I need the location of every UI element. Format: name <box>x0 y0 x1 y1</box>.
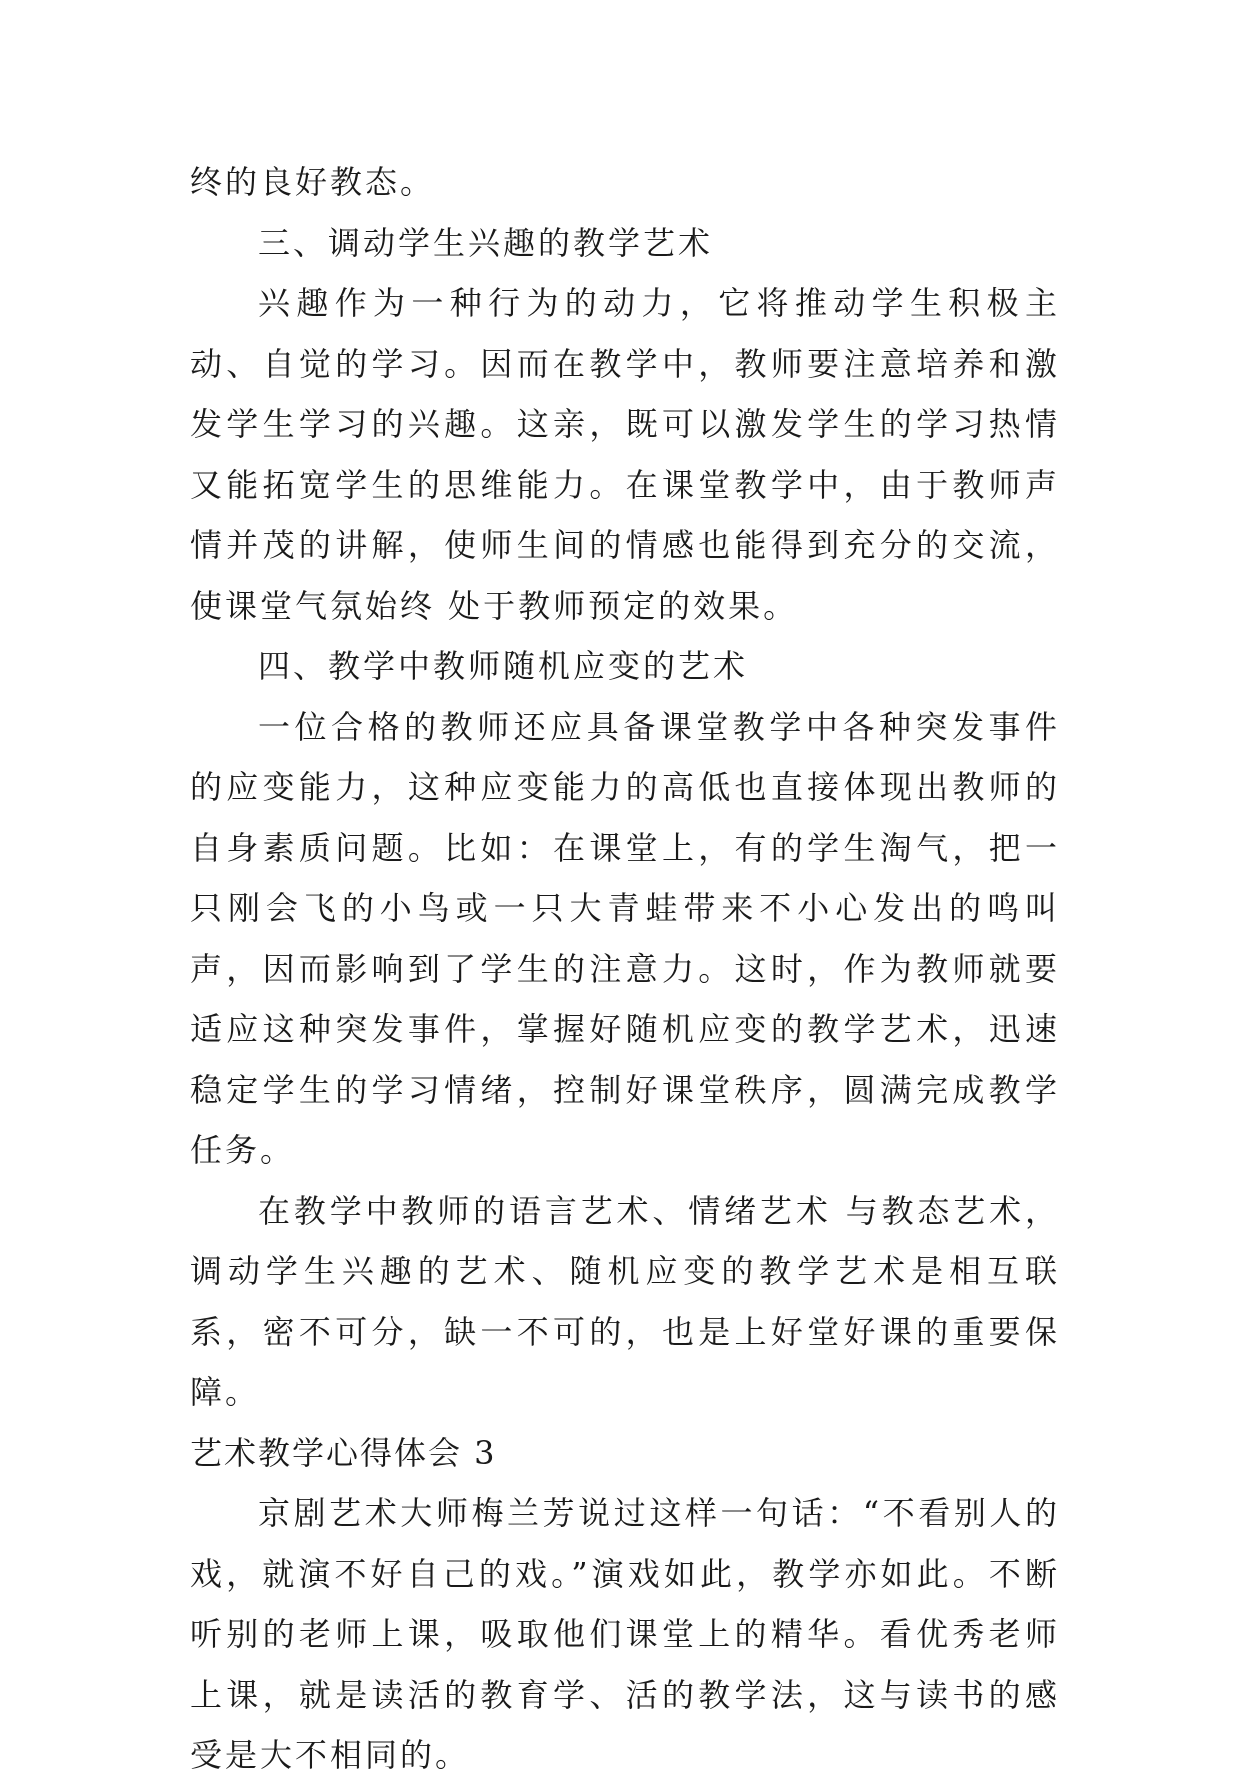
section-heading-four: 四、教学中教师随机应变的艺术 <box>258 647 749 685</box>
paragraph-interest: 兴趣作为一种行为的动力，它将推动学生积极主动、自觉的学习。因而在教学中，教师要注意培养和激发学生学习的兴趣。这亲，既可以激发学生的学习热情又能拓宽学生的思维能力。在课堂教学中，由于教师声情并茂的讲解，使师生间的情感也能得到充分的交流，使课堂气氛始终 处于教师预定的效果。 <box>190 284 1060 625</box>
paragraph-summary: 在教学中教师的语言艺术、情绪艺术 与教态艺术，调动学生兴趣的艺术、随机应变的教学艺术是相互联系，密不可分，缺一不可的，也是上好堂好课的重要保障。 <box>190 1191 1060 1411</box>
section-heading-three: 三、调动学生兴趣的教学艺术 <box>258 223 714 262</box>
paragraph-meilanfang: 京剧艺术大师梅兰芳说过这样一句话：“不看别人的戏，就演不好自己的戏。”演戏如此，教学亦如此。不断听别的老师上课，吸取他们课堂上的精华。看优秀老师上课，就是读活的教育学、活的教学法，这与读书的感受是大不相同的。 <box>190 1494 1060 1774</box>
paragraph-continuation: 终的良好教态。 <box>190 163 436 201</box>
document-body <box>190 152 1060 1786</box>
article-title: 艺术教学心得体会 3 <box>190 1433 497 1472</box>
paragraph-adaptability: 一位合格的教师还应具备课堂教学中各种突发事件的应变能力，这种应变能力的高低也直接体现出教师的自身素质问题。比如：在课堂上，有的学生淘气，把一只刚会飞的小鸟或一只大青蛙带来不小心发出的鸣叫声，因而影响到了学生的注意力。这时，作为教师就要适应这种突发事件，掌握好随机应变的教学艺术，迅速稳定学生的学习情绪，控制好课堂秩序，圆满完成教学任务。 <box>190 707 1060 1169</box>
